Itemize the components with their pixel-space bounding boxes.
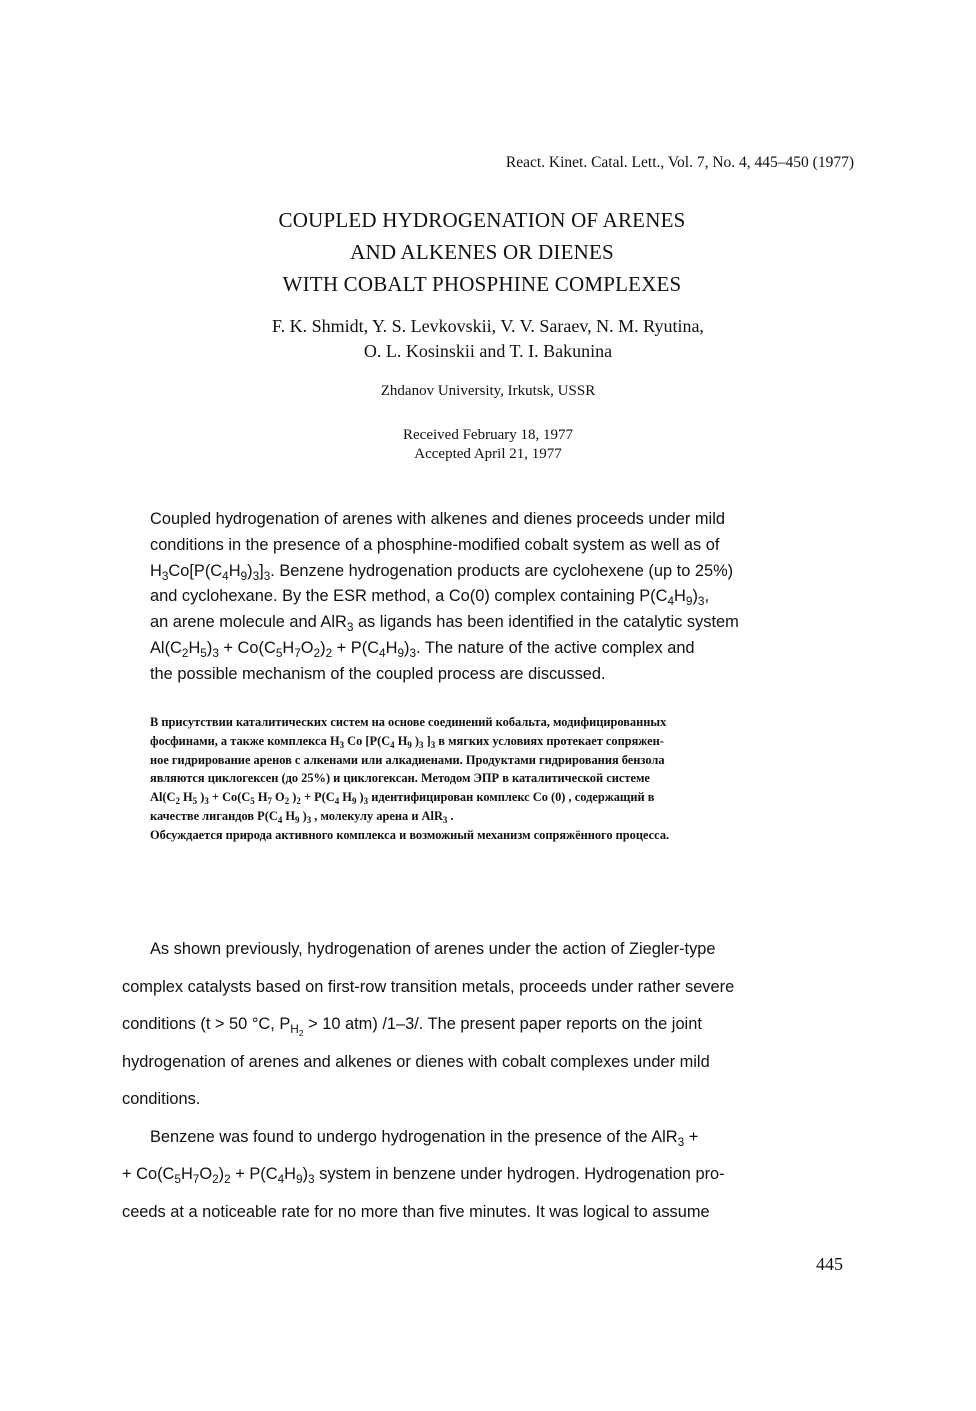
text-run: ) — [302, 1165, 309, 1183]
text-run: H — [282, 808, 296, 823]
affiliation: Zhdanov University, Irkutsk, USSR — [380, 383, 596, 399]
subscript: 2 — [212, 1172, 219, 1187]
page-number: 445 — [816, 1254, 843, 1274]
subscript: 3 — [419, 739, 424, 750]
subscript: 3 — [263, 568, 271, 583]
abstract-ru-line: В присутствии каталитических систем на основе соединений кобальта, модифицированных — [150, 715, 667, 729]
subscript: 9 — [296, 1172, 303, 1187]
body-line: hydrogenation of arenes and alkenes or dienes with cobalt complexes under mild — [122, 1052, 710, 1071]
body-line — [122, 1006, 862, 1044]
text-run: ) — [299, 808, 307, 823]
text-run: ) — [692, 587, 698, 606]
text-run: Al(C — [150, 790, 176, 805]
abstract-ru-line — [150, 788, 910, 807]
text-run: + — [684, 1127, 699, 1146]
subscript: 9 — [295, 815, 300, 826]
journal-reference: React. Kinet. Catal. Lett., Vol. 7, No. 4, 445–450 (1977) — [505, 154, 854, 171]
title-line: COUPLED HYDROGENATION OF ARENES — [278, 208, 686, 232]
subscript: 2 — [325, 646, 333, 661]
text-run: ) — [197, 790, 205, 805]
text-run: H — [282, 638, 295, 657]
dates — [0, 426, 976, 464]
text-run: H — [254, 790, 268, 805]
abstract-english — [150, 507, 870, 688]
subscript: 2 — [284, 796, 290, 807]
subscript: 2 — [313, 646, 321, 661]
text-run: ) — [320, 638, 326, 657]
text-run: ] — [423, 733, 431, 748]
subscript — [290, 1022, 304, 1039]
abstract-line: Coupled hydrogenation of arenes with alkenes and dienes proceeds under mild — [150, 510, 725, 528]
subscript: 3 — [697, 594, 705, 609]
subscript: 5 — [275, 646, 283, 661]
text-run: качестве лигандов P(C — [150, 808, 278, 823]
text-run: ) — [404, 638, 410, 657]
abstract-ru-line — [150, 732, 910, 751]
subscript: 7 — [267, 796, 272, 807]
text-run: O — [271, 790, 285, 805]
text-run: Co [P(C — [344, 733, 391, 748]
text-run: and cyclohexane. By the ESR method, a Co(0) complex containing P(C — [150, 587, 668, 606]
text-run: , молекулу арена и AlR — [311, 808, 443, 823]
abstract-line — [150, 559, 870, 585]
text-run: H — [179, 790, 193, 805]
subscript: 3 — [306, 815, 312, 826]
body-line: As shown previously, hydrogenation of arenes under the action of Ziegler-type — [150, 940, 716, 958]
text-run: O — [199, 1165, 213, 1183]
text-run: ) — [356, 790, 364, 805]
abstract-line — [150, 584, 870, 610]
subscript: 2 — [224, 1172, 231, 1187]
text-run: H — [674, 587, 686, 606]
text-run: H — [180, 1165, 193, 1183]
text-run: H — [228, 561, 241, 580]
text-run: as ligands has been identified in the catalytic system — [353, 613, 739, 632]
text-run: идентифицирован комплекс Co (0) , содержащий в — [368, 790, 655, 805]
received-date: Received February 18, 1977 — [403, 427, 573, 443]
subscript: 9 — [351, 796, 357, 807]
text-run: conditions (t > 50 °C, P — [122, 1015, 291, 1033]
text-run: H — [188, 638, 201, 657]
text-run: в мягких условиях протекает сопряжен- — [435, 733, 664, 748]
text-run: фосфинами, а также комплекса H — [150, 733, 340, 748]
text-run: an arene molecule and AlR — [150, 613, 347, 632]
subscript: 5 — [250, 796, 255, 807]
text-run: Benzene was found to undergo hydrogenation in the presence of the AlR — [150, 1127, 678, 1146]
text-run: > 10 atm) /1–3/. The present paper reports on the joint — [303, 1015, 702, 1033]
text-run: . Benzene hydrogenation products are cyclohexene (up to 25%) — [270, 561, 734, 580]
subscript: 3 — [308, 1172, 315, 1187]
subscript: 9 — [240, 568, 248, 583]
body-line: ceeds at a noticeable rate for no more than five minutes. It was logical to assume — [122, 1202, 710, 1221]
subscript: 3 — [363, 796, 369, 807]
authors-line: F. K. Shmidt, Y. S. Levkovskii, V. V. Saraev, N. M. Ryutina, — [272, 316, 704, 336]
subscript: 4 — [390, 739, 395, 750]
subscript: 2 — [296, 796, 301, 807]
subscript: 5 — [174, 1172, 181, 1187]
subscript: 3 — [161, 568, 169, 583]
subscript: 3 — [409, 646, 417, 661]
subscript: 4 — [277, 815, 283, 826]
text-run: ) — [411, 733, 420, 748]
subscript: 3 — [430, 739, 436, 750]
authors — [0, 314, 976, 364]
text-run: + Co(C — [122, 1165, 175, 1183]
text-run: ] — [259, 561, 264, 580]
text-run: O — [300, 638, 314, 657]
abstract-line — [150, 610, 870, 636]
abstract-line — [150, 636, 870, 662]
text-run: H — [385, 638, 398, 657]
text-run: ) — [289, 790, 297, 805]
subscript: 5 — [200, 646, 207, 661]
abstract-line: conditions in the presence of a phosphine-modified cobalt system as well as of — [150, 535, 720, 554]
subscript: 2 — [298, 1028, 304, 1039]
subscript: 2 — [181, 646, 189, 661]
subscript: 4 — [667, 594, 675, 609]
subscript: 7 — [294, 646, 301, 661]
subscript: 2 — [175, 796, 180, 807]
text-run: H — [284, 1165, 297, 1183]
title-line: WITH COBALT PHOSPHINE COMPLEXES — [282, 272, 682, 296]
subscript: 3 — [252, 568, 260, 583]
subscript: 3 — [204, 796, 209, 807]
text-run: + Co(C — [208, 790, 251, 805]
text-run: , — [704, 587, 710, 606]
subscript: 9 — [407, 739, 412, 750]
subscript: 4 — [222, 568, 229, 583]
text-run: ) — [218, 1165, 225, 1183]
abstract-ru-line: Обсуждается природа активного комплекса и возможный механизм сопряжённого процесса. — [150, 827, 670, 842]
subscript: 4 — [379, 646, 386, 661]
text-run: + P(C — [300, 790, 335, 805]
abstract-russian — [150, 713, 910, 845]
subscript: 9 — [685, 594, 693, 609]
subscript: 5 — [192, 796, 198, 807]
body-text — [122, 931, 862, 1231]
text-run: ) — [247, 561, 253, 580]
text-run: + P(C — [332, 638, 380, 657]
subscript: 3 — [339, 739, 345, 750]
subscript: 9 — [397, 646, 405, 661]
text-run: H — [339, 790, 352, 805]
authors-line: O. L. Kosinskii and T. I. Bakunina — [363, 341, 613, 361]
text-run: ) — [206, 638, 213, 657]
text-run: + Co(C — [218, 638, 276, 657]
abstract-ru-line: являются циклогексен (до 25%) и циклогексан. Методом ЭПР в каталитической системе — [150, 771, 650, 786]
subscript: 4 — [277, 1172, 285, 1187]
text-run: Co[P(C — [168, 561, 223, 580]
text-run: H — [394, 733, 408, 748]
body-line — [122, 1156, 862, 1194]
body-line: conditions. — [122, 1090, 201, 1108]
subscript: 3 — [212, 646, 219, 661]
text-run: H — [150, 561, 162, 580]
accepted-date: Accepted April 21, 1977 — [414, 446, 562, 462]
text-run: . The nature of the active complex and — [416, 638, 695, 657]
body-line: complex catalysts based on first-row transition metals, proceeds under rather severe — [122, 977, 735, 996]
text-run: + P(C — [230, 1165, 278, 1183]
abstract-ru-line — [150, 807, 910, 826]
title-line: AND ALKENES OR DIENES — [350, 240, 614, 264]
text-run: Al(C — [150, 638, 182, 657]
abstract-ru-line: ное гидрирование аренов с алкенами или алкадиенами. Продуктами гидрирования бензола — [150, 752, 665, 767]
subscript: 3 — [346, 620, 354, 635]
subscript-letter: H — [290, 1022, 299, 1037]
subscript: 3 — [677, 1134, 685, 1149]
body-line — [122, 1119, 862, 1157]
abstract-line: the possible mechanism of the coupled process are discussed. — [150, 664, 606, 683]
paper-title — [0, 204, 964, 300]
subscript: 3 — [442, 815, 448, 826]
subscript: 4 — [334, 796, 340, 807]
text-run: system in benzene under hydrogen. Hydrogenation pro- — [314, 1165, 725, 1183]
subscript: 7 — [192, 1172, 200, 1187]
text-run: . — [447, 808, 454, 823]
